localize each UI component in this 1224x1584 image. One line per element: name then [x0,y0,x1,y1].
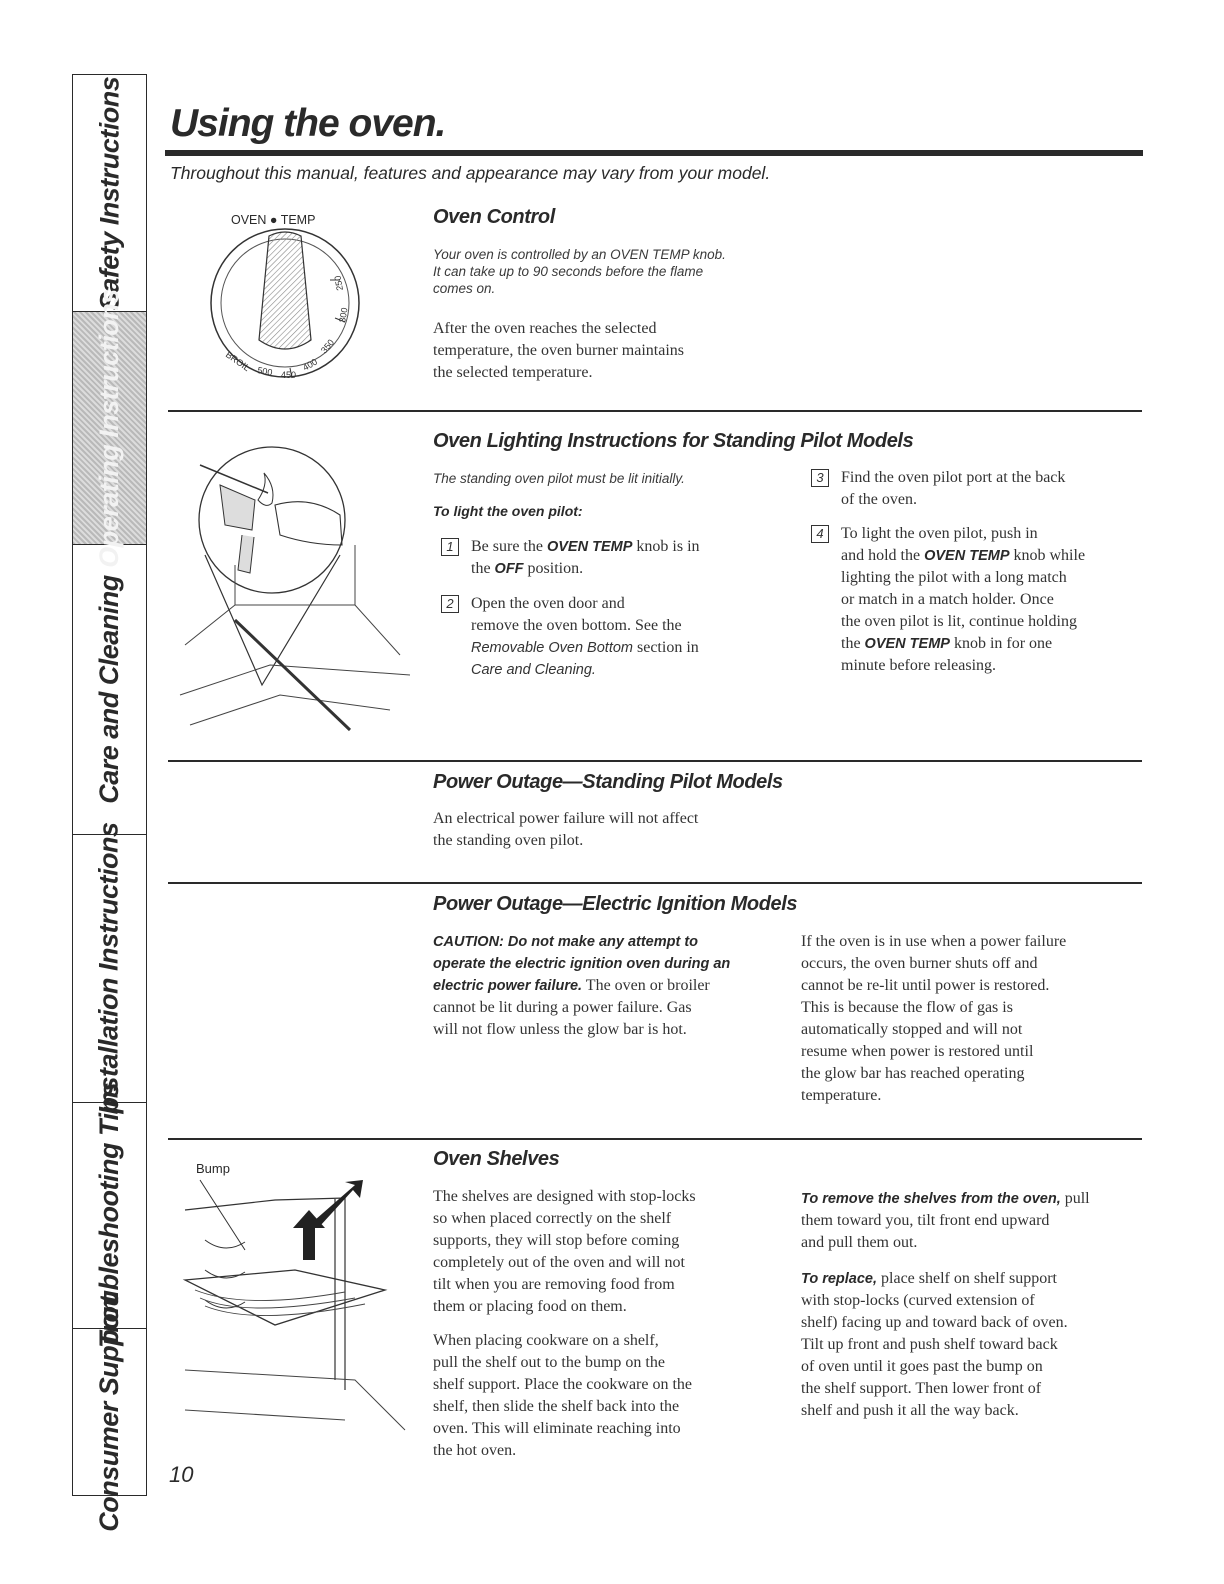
text: cannot be lit during a power failure. Gas [433,999,692,1016]
bump-pointer [200,1180,245,1250]
text: place shelf on shelf support [877,1270,1057,1287]
text: Find the oven pilot port at the back [841,469,1066,486]
note-line: comes on. [433,281,496,296]
step-text [841,523,1151,677]
text: the hot oven. [433,1442,517,1459]
tab-consumer-support[interactable] [73,1294,146,1532]
page-title: Using the oven. [170,102,446,145]
text: so when placed correctly on the shelf [433,1210,672,1227]
step-number-box: 1 [441,538,459,556]
lighting-subheading: To light the oven pilot: [433,503,583,519]
tab-label: Care and Cleaning [94,575,124,804]
tab-label: Operating Instructions [94,288,124,568]
emphasis: OVEN TEMP [924,548,1010,564]
text: the standing oven pilot. [433,832,584,849]
text: knob in for one [949,635,1053,652]
text: resume when power is restored until [801,1043,1034,1060]
dial-mark-300: 300 [337,306,350,324]
tab-label: Troubleshooting Tips [94,1083,124,1348]
text: the oven pilot is lit, continue holding [841,613,1077,630]
text: Tilt up front and push shelf toward back [801,1336,1058,1353]
match-in-circle [200,465,268,493]
note-line: Your oven is controlled by an OVEN TEMP knob. [433,247,726,262]
section-divider [168,1138,1142,1140]
text: automatically stopped and will not [801,1021,1023,1038]
text: oven. This will eliminate reaching into [433,1420,681,1437]
shelves-heading: Oven Shelves [433,1148,560,1170]
step-number-box: 3 [811,469,829,487]
emphasis: Removable Oven Bottom [471,640,633,656]
dial-mark-250: 250 [332,274,345,292]
text: An electrical power failure will not affect [433,810,699,827]
shelves-para-2 [433,1330,783,1462]
tab-safety-instructions[interactable] [73,75,146,312]
text: remove the oven bottom. See the [471,617,682,634]
dial-label: OVEN ● TEMP [231,213,316,227]
text: shelf) facing up and toward back of oven. [801,1314,1068,1331]
text: pull [1060,1190,1090,1207]
power-electric-heading: Power Outage—Electric Ignition Models [433,893,798,915]
oven-temp-knob-illustration [195,228,375,388]
oven-shelf-illustration [185,1180,405,1440]
oven-control-body [433,318,684,384]
text: of the oven. [841,491,917,508]
page-number: 10 [169,1462,194,1487]
emphasis: Care and Cleaning. [471,662,596,678]
shelves-replace [801,1268,1146,1422]
text: and hold the [841,547,925,564]
text: completely out of the oven and will not [433,1254,685,1271]
oven-cavity-outline [185,545,400,655]
power-standing-heading: Power Outage—Standing Pilot Models [433,771,783,793]
text: This is because the flow of gas is [801,999,1013,1016]
match-stick [235,620,350,730]
detail-circle [199,447,345,593]
tab-label: Installation Instructions [94,822,124,1115]
emphasis: OVEN TEMP [864,636,950,652]
text: The oven or broiler [582,977,710,994]
text: with stop-locks (curved extension of [801,1292,1035,1309]
body-line: the selected temperature. [433,364,593,381]
text: the [841,635,865,652]
text: the [471,560,495,577]
shelves-para-1 [433,1186,783,1318]
power-electric-right [801,931,1146,1107]
step-text [471,593,811,681]
text: Be sure the [471,538,547,555]
tab-care-and-cleaning[interactable] [73,545,146,835]
text: If the oven is in use when a power failure [801,933,1067,950]
knob-handle [259,232,311,349]
text: the glow bar has reached operating [801,1065,1025,1082]
text: When placing cookware on a shelf, [433,1332,659,1349]
section-divider [168,410,1142,412]
text: the shelf support. Then lower front of [801,1380,1042,1397]
text: temperature. [801,1087,882,1104]
hand-outline [275,502,342,545]
lighting-note: The standing oven pilot must be lit initially. [433,471,685,486]
text: them or placing food on them. [433,1298,627,1315]
caution-text: CAUTION: Do not make any attempt to [433,934,699,950]
text: pull the shelf out to the bump on the [433,1354,665,1371]
text: minute before releasing. [841,657,997,674]
dial-mark-400: 400 [301,356,320,373]
text: section in [633,639,699,656]
tab-installation-instructions[interactable] [73,822,146,1115]
step-text [841,467,1151,511]
tab-operating-instructions[interactable] [73,288,146,568]
text: will not flow unless the glow bar is hot. [433,1021,687,1038]
text: Open the oven door and [471,595,625,612]
text: knob while [1009,547,1086,564]
dial-mark-450: 450 [281,370,297,380]
section-divider [168,760,1142,762]
tab-label: Consumer Support [94,1294,125,1532]
pilot-assembly [220,485,255,573]
text: of oven until it goes past the bump on [801,1358,1043,1375]
oven-control-note [433,246,726,297]
oven-frame-bottom [185,1370,405,1430]
emphasis: To replace, [801,1271,878,1287]
text: lighting the pilot with a long match [841,569,1067,586]
text: knob is in [632,538,700,555]
section-tab-strip [72,74,147,1532]
dial-mark-350: 350 [318,337,337,356]
text: supports, they will stop before coming [433,1232,680,1249]
shelves-remove [801,1188,1146,1254]
step-text [471,536,811,580]
emphasis: OVEN TEMP [546,539,633,555]
shelf-wires [195,1290,365,1316]
tab-label: Safety Instructions [94,76,124,310]
text: shelf and push it all the way back. [801,1402,1019,1419]
dial-mark-500: 500 [256,365,274,378]
body-line: After the oven reaches the selected [433,320,657,337]
lighting-heading: Oven Lighting Instructions for Standing Pilot Models [433,430,914,452]
text: them toward you, tilt front end upward [801,1212,1050,1229]
bump-label: Bump [196,1161,230,1176]
caution-text: operate the electric ignition oven during an [433,956,731,972]
power-electric-left [433,931,783,1041]
text: shelf, then slide the shelf back into the [433,1398,680,1415]
pilot-lighting-illustration [180,445,420,735]
oven-floor [180,665,410,725]
emphasis: OFF [494,561,524,577]
oven-control-heading: Oven Control [433,206,555,228]
body-line: temperature, the oven burner maintains [433,342,685,359]
text: The shelves are designed with stop-locks [433,1188,696,1205]
text: To light the oven pilot, push in [841,525,1038,542]
text: occurs, the oven burner shuts off and [801,955,1038,972]
caution-text: electric power failure. [433,978,583,994]
back-arrow-icon [315,1180,363,1226]
step-number-box: 2 [441,595,459,613]
section-divider [168,882,1142,884]
text: position. [523,560,584,577]
text: tilt when you are removing food from [433,1276,675,1293]
title-rule [165,150,1143,156]
page-subtitle: Throughout this manual, features and appearance may vary from your model. [170,163,771,183]
power-standing-body [433,808,698,852]
text: cannot be re-lit until power is restored. [801,977,1050,994]
step-number-box: 4 [811,525,829,543]
emphasis: To remove the shelves from the oven, [801,1191,1061,1207]
text: and pull them out. [801,1234,918,1251]
text: shelf support. Place the cookware on the [433,1376,693,1393]
text: or match in a match holder. Once [841,591,1054,608]
note-line: It can take up to 90 seconds before the flame [433,264,704,279]
shelf-rack [185,1270,385,1325]
dial-mark-broil: BROIL [223,349,252,374]
